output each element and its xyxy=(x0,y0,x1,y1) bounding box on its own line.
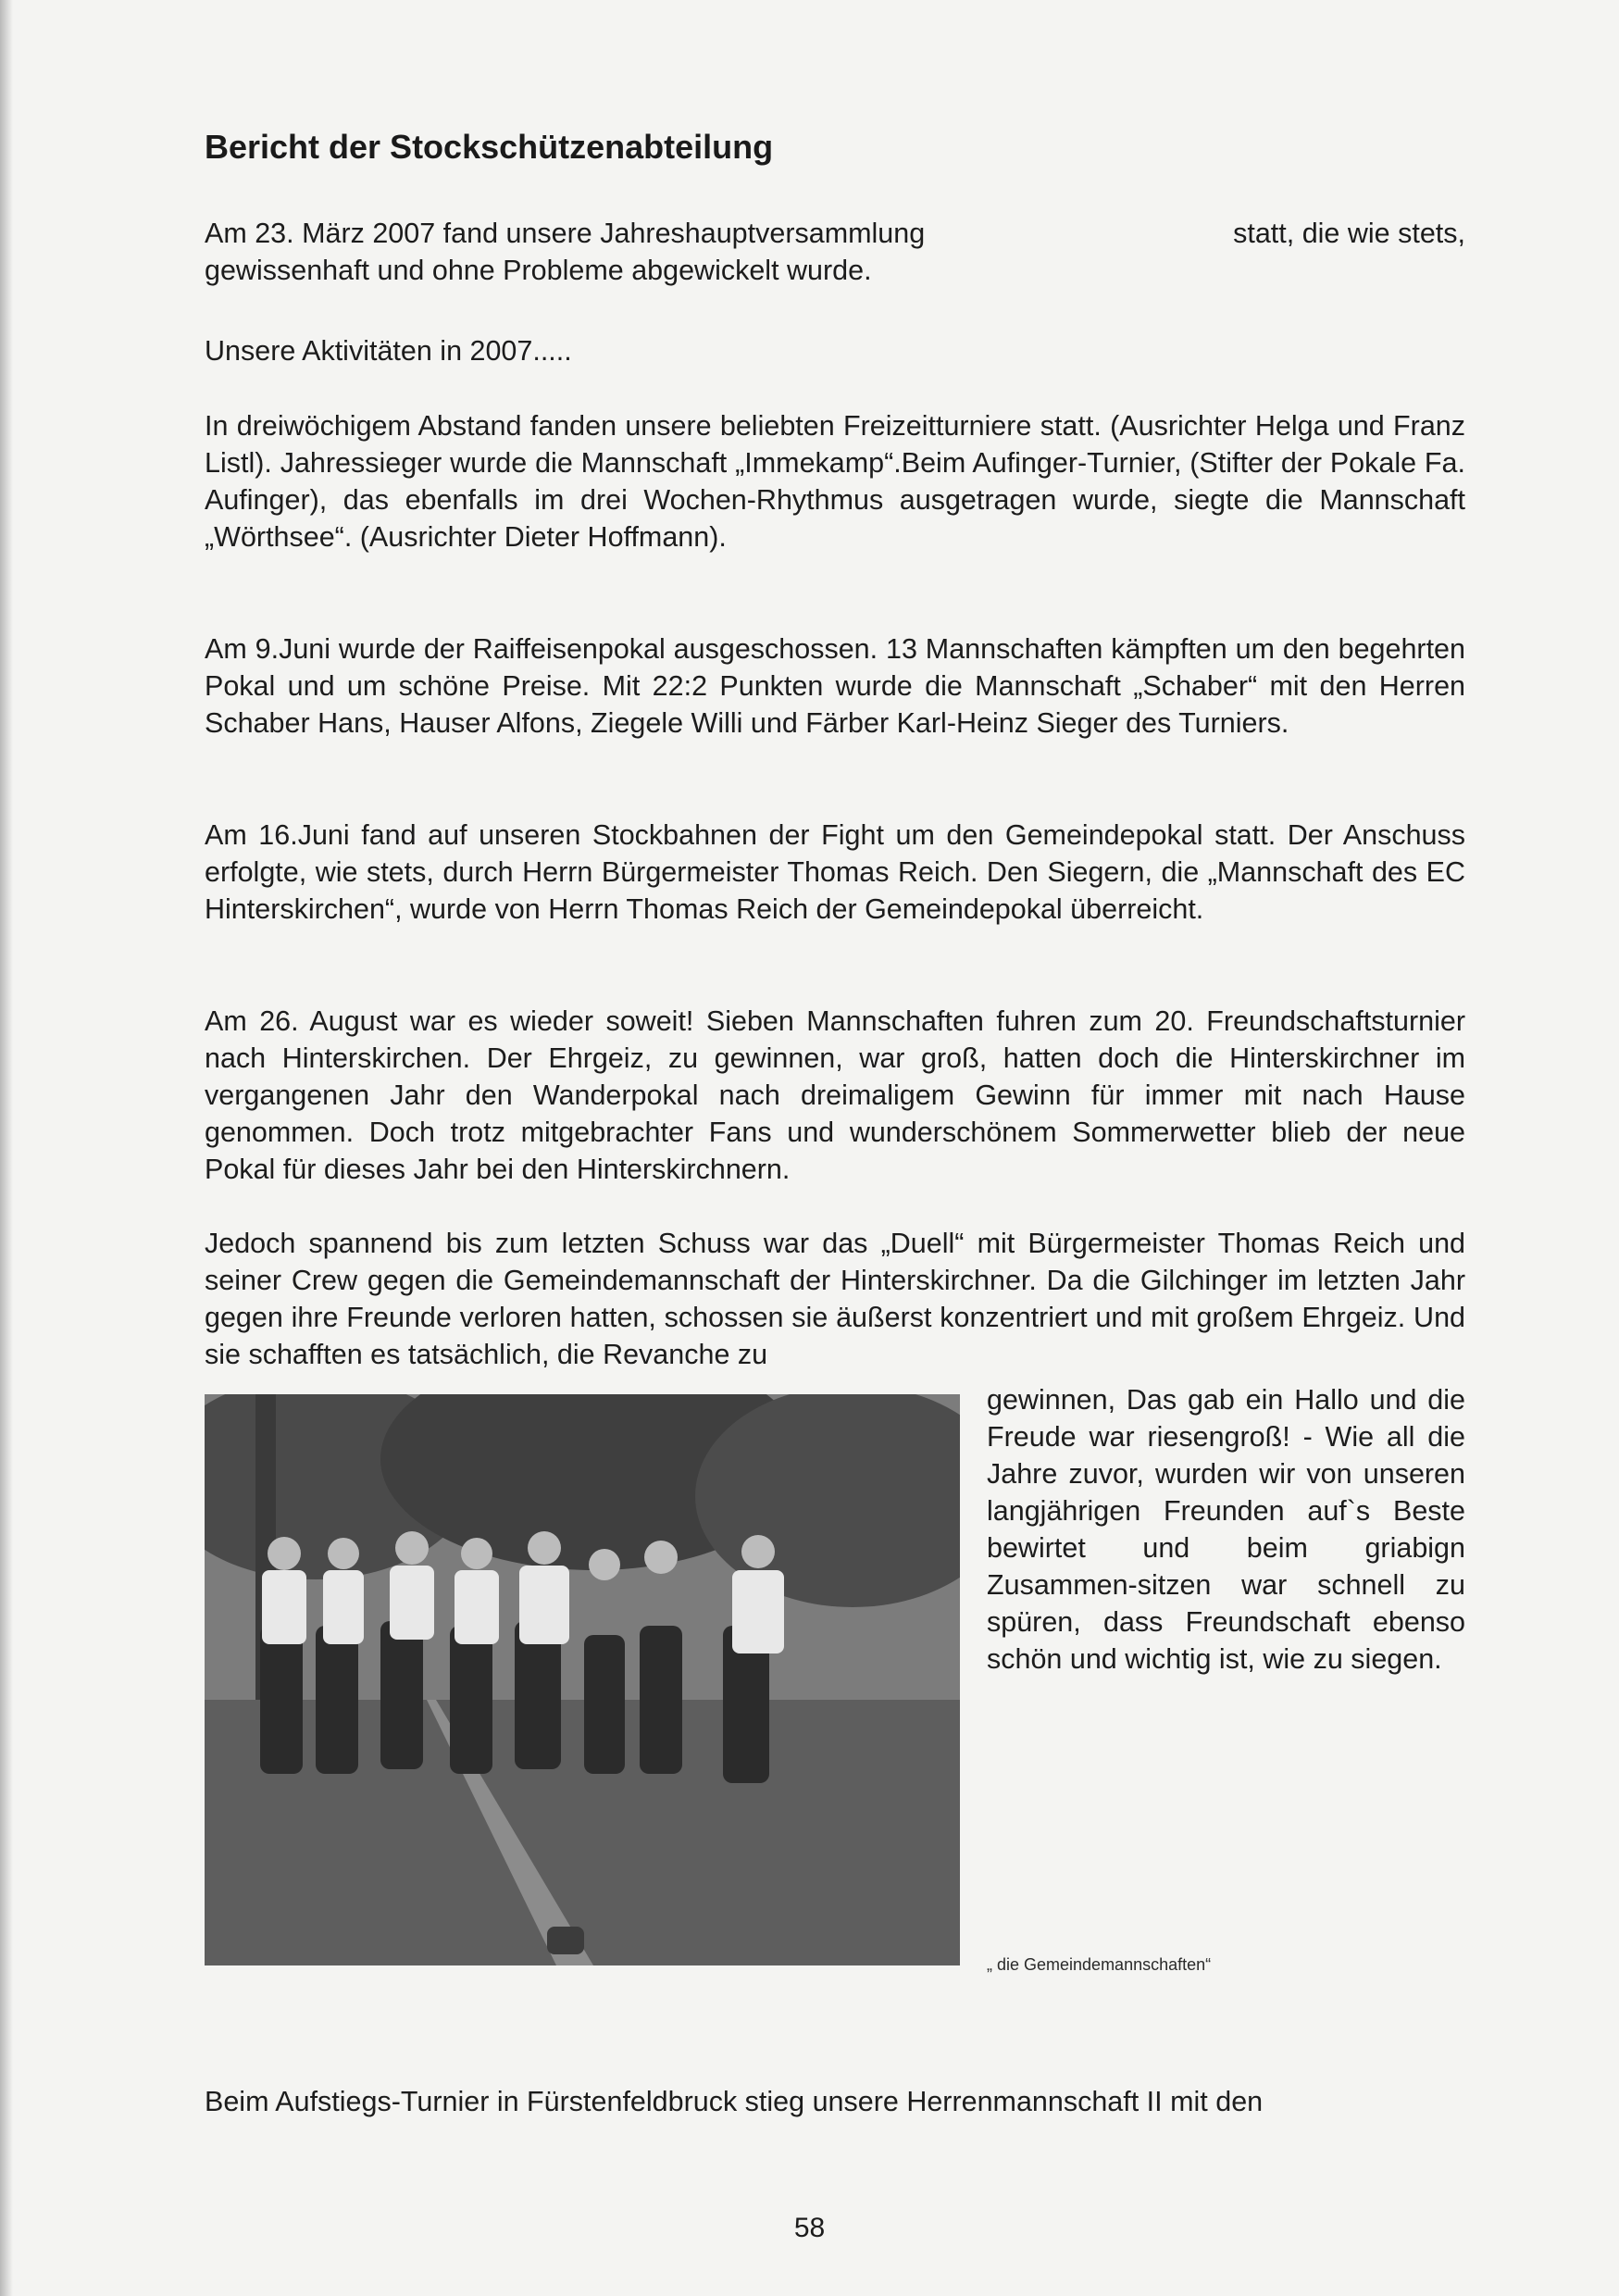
page-number: 58 xyxy=(793,2213,826,2243)
paragraph-meeting-part2: statt, die wie stets, xyxy=(1233,218,1465,249)
paragraph-promotion-tournament: Beim Aufstiegs-Turnier in Fürstenfeldbruck stieg unsere Herrenmannschaft II mit den xyxy=(205,2086,1264,2117)
page-title: Bericht der Stockschützenabteilung xyxy=(205,128,774,166)
paragraph-meeting xyxy=(205,215,1465,289)
paragraph-meeting-part1: Am 23. März 2007 fand unsere Jahreshauptversammlung xyxy=(205,218,926,249)
paragraph-raiffeisen-cup: Am 9.Juni wurde der Raiffeisenpokal ausgeschossen. 13 Mannschaften kämpften um den begehrten Pokal und um schöne Preise. Mit 22:2 Punkten wurde die Mannschaft „Schaber“ mit den Herren Schaber Hans, Hauser Alfons, Ziegele Willi und Färber Karl-Heinz Sieger des Turniers. xyxy=(205,633,1465,739)
paragraph-activities: Unsere Aktivitäten in 2007..... xyxy=(205,335,572,367)
paragraph-meeting-part3: gewissenhaft und ohne Probleme abgewickelt wurde. xyxy=(205,255,872,286)
paragraph-municipal-cup: Am 16.Juni fand auf unseren Stockbahnen der Fight um den Gemeindepokal statt. Der Anschuss erfolgte, wie stets, durch Herrn Bürgermeister Thomas Reich. Den Siegern, die „Mannschaft des EC Hinterskirchen“, wurde von Herrn Thomas Reich der Gemeindepokal überreicht. xyxy=(205,819,1465,925)
team-photo xyxy=(205,1394,960,1965)
page-edge-shadow xyxy=(0,0,13,2296)
paragraph-leisure-tournaments: In dreiwöchigem Abstand fanden unsere beliebten Freizeitturniere statt. (Ausrichter Helga und Franz Listl). Jahressieger wurde die Mannschaft „Immekamp“.Beim Aufinger-Turnier, (Stifter der Pokale Fa. Aufinger), das ebenfalls im drei Wochen-Rhythmus ausgetragen wurde, siegte die Mannschaft „Wörthsee“. (Ausrichter Dieter Hoffmann). xyxy=(205,410,1465,553)
paragraph-duel-continued: gewinnen, Das gab ein Hallo und die Freude war riesengroß! - Wie all die Jahre zuvor, wurden wir von unseren langjährigen Freunden auf`s Beste bewirtet und beim griabign Zusammen-sitzen war schnell zu spüren, dass Freundschaft ebenso schön und wichtig ist, wie zu siegen. xyxy=(987,1384,1465,1675)
paragraph-duel: Jedoch spannend bis zum letzten Schuss war das „Duell“ mit Bürgermeister Thomas Reich und seiner Crew gegen die Gemeindemannschaft der Hinterskirchner. Da die Gilchinger im letzten Jahr gegen ihre Freunde verloren hatten, schossen sie äußerst konzentriert und mit großem Ehrgeiz. Und sie schafften es tatsächlich, die Revanche zu xyxy=(205,1228,1465,1370)
team-photo-image xyxy=(205,1394,960,1965)
paragraph-friendship-tournament: Am 26. August war es wieder soweit! Sieben Mannschaften fuhren zum 20. Freundschaftsturnier nach Hinterskirchen. Der Ehrgeiz, zu gewinnen, war groß, hatten doch die Hinterskirchner im vergangenen Jahr den Wanderpokal nach dreimaligem Gewinn für immer mit nach Hause genommen. Doch trotz mitgebrachter Fans und wunderschönem Sommerwetter blieb der neue Pokal für dieses Jahr bei den Hinterskirchnern. xyxy=(205,1005,1465,1185)
photo-caption: „ die Gemeindemannschaften“ xyxy=(987,1955,1212,1974)
